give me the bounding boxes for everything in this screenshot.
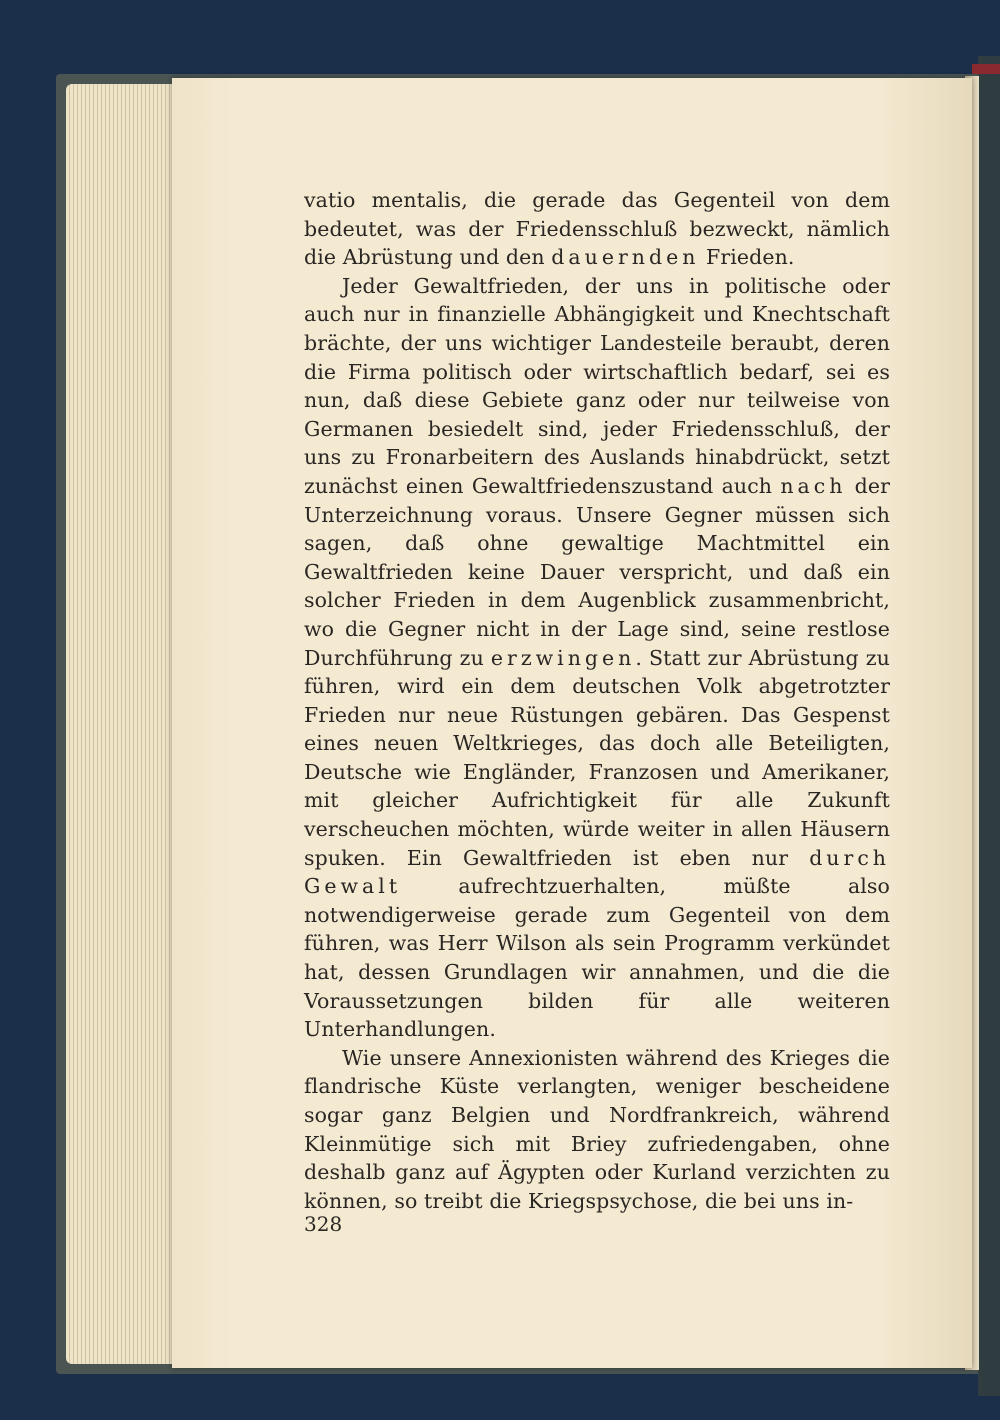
paragraph-1	[304, 186, 890, 272]
page-edges	[66, 84, 178, 1364]
page-number: 328	[304, 1212, 343, 1236]
text-segment: aufrechtzuerhalten, müßte also notwendigerweise gerade zum Gegenteil von dem führen, was Herr Wilson als sein Programm verkündet hat, dessen Grundlagen wir annahmen, und die die Voraussetzungen bilden für alle weiteren Unterhandlungen.	[304, 874, 890, 1042]
emphasis-spaced: nach	[780, 473, 847, 498]
text-segment: Wie unsere Annexionisten während des Krieges die flandrische Küste verlangten, weniger bescheidene sogar ganz Belgien und Nordfrankreich, während Kleinmütige sich mit Briey zufriedengaben, ohne deshalb ganz auf Ägypten oder Kurland verzichten zu können, so treibt die Kriegspsychose, die bei uns in-	[304, 1045, 890, 1213]
headband	[972, 64, 1000, 74]
text-segment: der Unterzeichnung voraus. Unsere Gegner müssen sich sagen, daß ohne gewaltige Machtmittel ein Gewaltfrieden keine Dauer verspricht, und daß ein solcher Frieden in dem Augenblick zusammenbricht, wo die Gegner nicht in der Lage sind, seine restlose Durchführung zu	[304, 473, 890, 670]
paragraph-2	[304, 272, 890, 1044]
emphasis-spaced: erzwingen	[490, 645, 636, 670]
paragraph-3	[304, 1044, 890, 1216]
text-segment: . Statt zur Abrüstung zu führen, wird ein dem deutschen Volk abgetrotzter Frieden nur neue Rüstungen gebären. Das Gespenst eines neuen Weltkrieges, das doch alle Beteiligten, Deutsche wie Engländer, Franzosen und Amerikaner, mit gleicher Aufrichtigkeit für alle Zukunft verscheuchen möchten, würde weiter in allen Häusern spuken. Ein Gewaltfrieden ist eben nur	[304, 645, 890, 870]
emphasis-spaced: dauernden	[551, 245, 700, 270]
body-text	[304, 186, 890, 1215]
text-segment: vatio mentalis, die gerade das Gegenteil von dem bedeutet, was der Friedensschluß bezweckt, nämlich die Abrüstung und den	[304, 188, 890, 270]
emphasis-spaced: durch Gewalt	[304, 845, 890, 899]
text-segment: Jeder Gewaltfrieden, der uns in politische oder auch nur in finanzielle Abhängigkeit und Knechtschaft brächte, der uns wichtiger Landesteile beraubt, deren die Firma politisch oder wirtschaftlich bedarf, sei es nun, daß diese Gebiete ganz oder nur teilweise von Germanen besiedelt sind, jeder Friedensschluß, der uns zu Fronarbeitern des Auslands hinabdrückt, setzt zunächst einen Gewaltfriedenszustand auch	[304, 273, 890, 498]
book-cover-right-edge	[978, 56, 1000, 1396]
text-segment: Frieden.	[699, 245, 795, 270]
